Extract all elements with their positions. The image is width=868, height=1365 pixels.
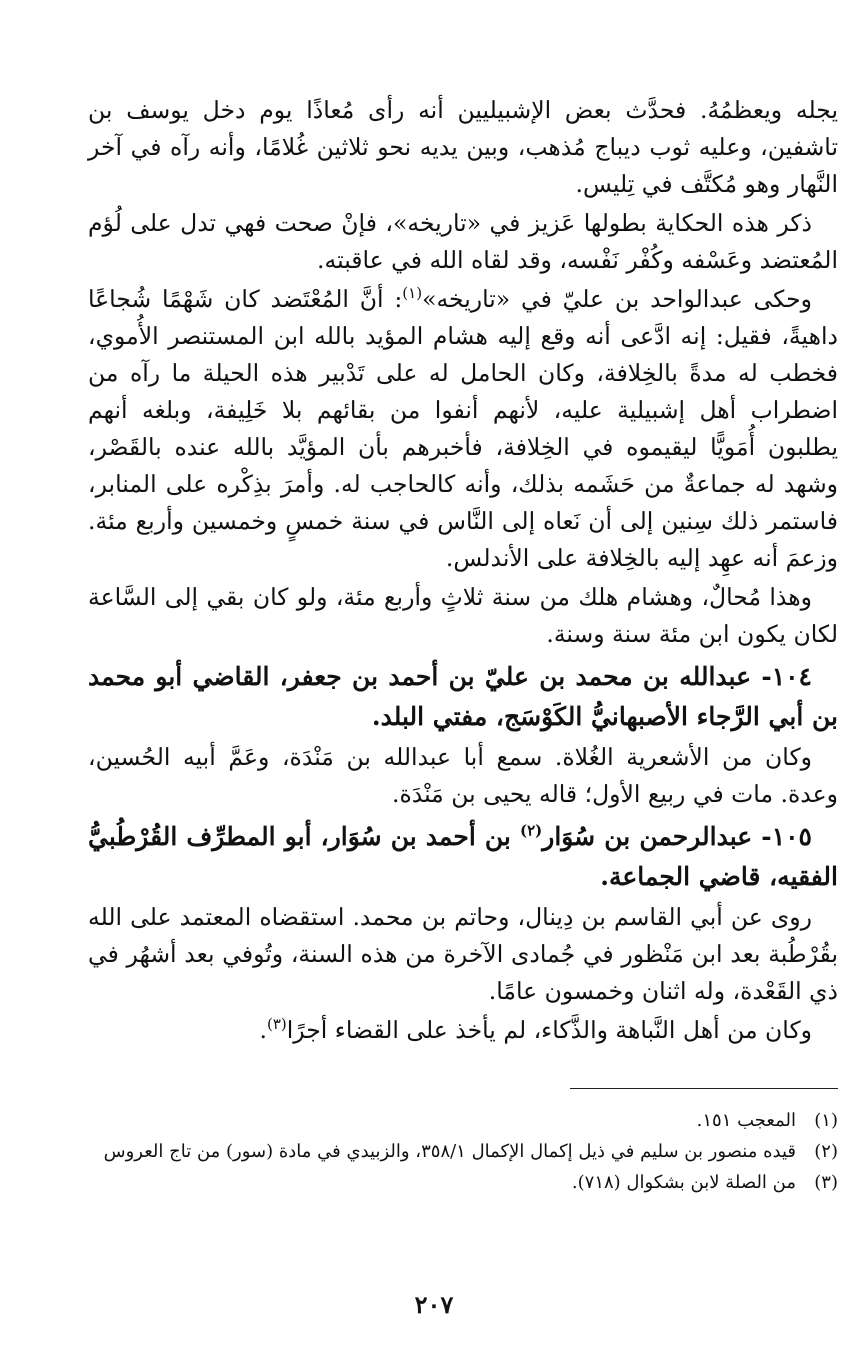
paragraph: وهذا مُحالٌ، وهشام هلك من سنة ثلاثٍ وأربع مئة، ولو كان بقي إلى السَّاعة لكان يكون ابن مئة سنة وسنة. (88, 583, 838, 648)
footnote-text: قيده منصور بن سليم في ذيل إكمال الإكمال ٣٥٨/١، والزبيدي في مادة (سور) من تاج العروس (103, 1141, 796, 1162)
paragraph (88, 1012, 838, 1049)
paragraph-text: . (259, 1016, 267, 1044)
paragraph: وكان من الأشعرية الغُلاة. سمع أبا عبدالله بن مَنْدَة، وعَمَّ أبيه الحُسين، وعدة. مات في ربيع الأول؛ قاله يحيى بن مَنْدَة. (88, 743, 838, 808)
footnote-text: المعجب ١٥١. (696, 1110, 796, 1131)
entry-heading: ١٠٤- عبدالله بن محمد بن عليّ بن أحمد بن جعفر، القاضي أبو محمد بن أبي الرَّجاء الأصبهانيُّ الكَوْسَج، مفتي البلد. (88, 662, 838, 731)
footnote-ref: (٢) (519, 821, 543, 840)
paragraph: روى عن أبي القاسم بن دِينال، وحاتم بن محمد. استقضاه المعتمد على الله بقُرْطُبة بعد ابن مَنْظور في جُمادى الآخرة من هذه السنة، وتُوفي بعد أشهُر في ذي القَعْدة، وله اثنان وخمسون عامًا. (88, 903, 838, 1005)
footnote (88, 1169, 838, 1197)
footnote-number: (٢) (814, 1141, 838, 1162)
paragraph-text: : أنَّ المُعْتَضد كان شَهْمًا شُجاعًا داهيةً، فقيل: إنه ادَّعى أنه وقع إليه هشام المؤيد بالله ابن المستنصر الأُموي، فخطب له مدةً بالخِلافة، وكان الحامل له على تَدْبير هذه الحيلة ما رآه من اضطراب أهل إشبيلية عليه، لأنهم أنفوا من بقائهم بلا خَلِيفة، وبلغه أنهم يطلبون أُمَويًّا ليقيموه في الخِلافة، فأخبرهم بأن المؤيَّد بالله عنده بالقَصْر، وشهد له جماعةٌ من حَشَمه بذلك، وأنه كالحاجب له. وأمرَ بذِكْره على المنابر، فاستمر ذلك سِنين إلى أن نَعاه إلى النَّاس في سنة خمسٍ وخمسين وأربع مئة. وزعمَ أنه عهِد إليه بالخِلافة على الأندلس. (88, 285, 838, 572)
footnote-ref: (١) (402, 284, 423, 303)
paragraph: يجله ويعظمُهُ. فحدَّث بعض الإشبيليين أنه رأى مُعاذًا يوم دخل يوسف بن تاشفين، وعليه ثوب ديباج مُذهب، وبين يديه نحو ثلاثين غُلامًا، وأنه رآه في آخر النَّهار وهو مُكتَّف في تِليس. (88, 96, 838, 198)
footnote (88, 1138, 838, 1166)
footnote-number: (٣) (814, 1172, 838, 1193)
footnote (88, 1107, 838, 1135)
paragraph-text: وحكى عبدالواحد بن عليّ في «تاريخه» (422, 285, 812, 313)
entry-heading-text: ١٠٥- عبدالرحمن بن سُوَار (542, 822, 812, 851)
paragraph-text: وكان من أهل النَّباهة والذَّكاء، لم يأخذ على القضاء أجرًا (286, 1016, 812, 1044)
entry-heading (88, 817, 838, 897)
footnote-ref: (٣) (266, 1015, 287, 1034)
footnote-number: (١) (814, 1110, 838, 1131)
footnote-divider (570, 1088, 838, 1089)
main-text (88, 92, 838, 1051)
footnotes (88, 1088, 838, 1200)
paragraph: ذكر هذه الحكاية بطولها عَزيز في «تاريخه»، فإنْ صحت فهي تدل على لُؤم المُعتضد وعَسْفه وكُفْر نَفْسه، وقد لقاه الله في عاقبته. (88, 209, 838, 274)
footnote-text: من الصلة لابن بشكوال (٧١٨). (571, 1172, 796, 1193)
paragraph (88, 281, 838, 577)
entry-heading-text: بن أحمد بن سُوَار، أبو المطرِّف القُرْطُبيُّ الفقيه، قاضي الجماعة. (88, 822, 838, 891)
page-number: ٢٠٧ (414, 1290, 454, 1319)
